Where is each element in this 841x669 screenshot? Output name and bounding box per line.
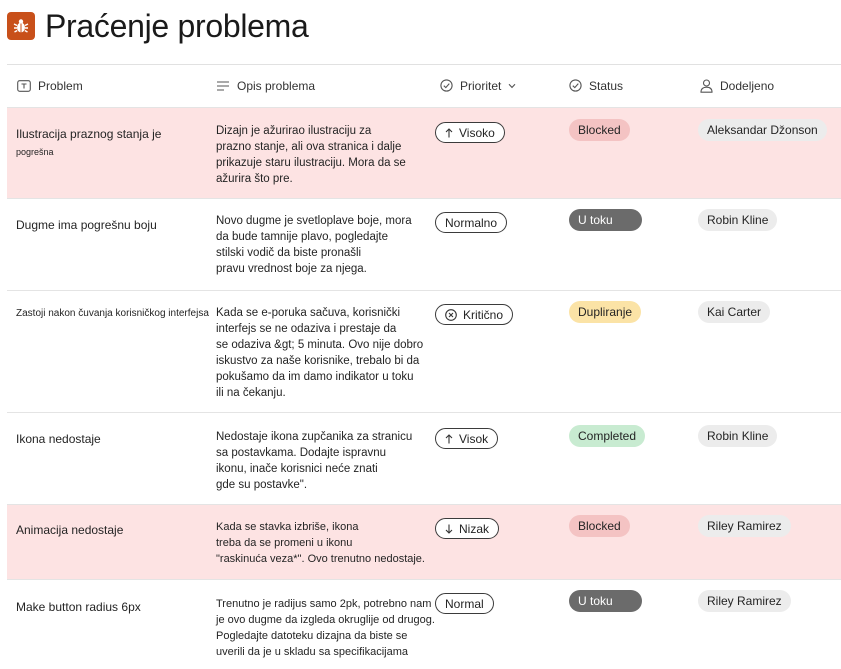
priority-pill[interactable] (435, 122, 505, 143)
problem-title: Animacija nedostaje (16, 523, 124, 537)
table-row[interactable] (7, 198, 841, 291)
description-cell: Dizajn je ažurirao ilustraciju za prazno stanje, ali ova stranica i dalje prikazuje staru ilustraciju. Mora da se ažurira što pre. (216, 125, 406, 185)
column-header-label: Problem (38, 78, 83, 93)
problem-title: Dugme ima pogrešnu boju (16, 218, 157, 232)
priority-label: Normal (445, 596, 484, 611)
assignee-badge[interactable]: Riley Ramirez (698, 515, 791, 537)
priority-pill[interactable] (435, 304, 513, 325)
status-badge[interactable]: Blocked (569, 515, 630, 537)
assignee-badge[interactable]: Aleksandar Džonson (698, 119, 827, 141)
column-header-label: Status (589, 78, 624, 93)
priority-pill[interactable] (435, 518, 499, 539)
check-circle-icon (440, 79, 453, 92)
table-row[interactable] (7, 107, 841, 199)
description-cell: Trenutno je radijus samo 2pk, potrebno nam je ovo dugme da izgleda okruglije od drugog. Pogledajte datoteku dizajna da biste se uverili da je u skladu sa specifikacijama (216, 598, 435, 658)
problem-cell (16, 217, 191, 233)
problem-title: Zastoji nakon čuvanja korisničkog interfejsa (16, 308, 209, 319)
column-header-priority[interactable] (440, 64, 516, 107)
table-row[interactable] (7, 504, 841, 580)
arrow-up-icon (445, 434, 453, 444)
column-header-label: Opis problema (237, 78, 316, 93)
priority-label: Visoko (459, 125, 495, 140)
problem-title: Ilustracija praznog stanja je (16, 127, 162, 141)
bug-icon (7, 12, 35, 40)
problem-title: Ikona nedostaje (16, 432, 101, 446)
assignee-badge[interactable]: Riley Ramirez (698, 590, 791, 612)
multiline-text-icon (216, 80, 230, 92)
problem-cell (16, 431, 191, 447)
arrow-up-icon (445, 128, 453, 138)
status-badge[interactable]: Dupliranje (569, 301, 641, 323)
column-header-description[interactable] (216, 64, 315, 107)
assignee-badge[interactable]: Robin Kline (698, 425, 777, 447)
problem-cell (16, 126, 191, 162)
table-row[interactable] (7, 579, 841, 669)
problem-cell (16, 306, 216, 322)
column-header-label: Dodeljeno (720, 78, 775, 93)
assignee-badge[interactable]: Robin Kline (698, 209, 777, 231)
assignee-badge[interactable]: Kai Carter (698, 301, 770, 323)
column-header-assigned[interactable] (700, 64, 774, 107)
column-header-label: Prioritet (460, 78, 502, 93)
priority-label: Normalno (445, 215, 498, 230)
text-field-icon (17, 80, 31, 92)
page-header (7, 6, 309, 46)
problem-title-continued: pogrešna (16, 147, 54, 157)
status-badge[interactable]: U toku (569, 209, 642, 231)
priority-pill[interactable] (435, 212, 507, 233)
description-cell: Kada se stavka izbriše, ikona treba da se promeni u ikonu "raskinuća veza*". Ovo trenutno nedostaje. (216, 521, 425, 565)
problem-title: Make button radius 6px (16, 600, 141, 614)
chevron-down-icon[interactable] (508, 83, 516, 89)
priority-label: Visok (459, 431, 489, 446)
person-icon (700, 79, 713, 93)
table-header (7, 64, 841, 107)
priority-pill[interactable] (435, 593, 494, 614)
status-badge[interactable]: Completed (569, 425, 645, 447)
description-cell: Kada se e-poruka sačuva, korisnički interfejs se ne odaziva i prestaje da se odaziva &gt; 5 minuta. Ovo nije dobro iskustvo za naše korisnike, trebalo bi da pokušamo da im damo indikator u toku ili na čekanju. (216, 307, 424, 399)
status-badge[interactable]: U toku (569, 590, 642, 612)
priority-label: Nizak (459, 521, 490, 536)
priority-label: Kritično (463, 307, 504, 322)
column-header-status[interactable] (569, 64, 623, 107)
priority-pill[interactable] (435, 428, 498, 449)
arrow-down-icon (445, 524, 453, 534)
description-cell: Novo dugme je svetloplave boje, mora da bude tamnije plavo, pogledajte stilski vodič da biste pronašli pravu vrednost boje za njega. (216, 215, 412, 275)
description-cell: Nedostaje ikona zupčanika za stranicu sa postavkama. Dodajte ispravnu ikonu, inače korisnici neće znati gde su postavke". (216, 431, 413, 491)
status-badge[interactable]: Blocked (569, 119, 630, 141)
problem-cell (16, 522, 191, 538)
problem-cell (16, 599, 191, 615)
check-circle-icon (569, 79, 582, 92)
page-title: Praćenje problema (45, 7, 309, 44)
table-row[interactable] (7, 412, 841, 505)
column-header-problem[interactable] (17, 64, 83, 107)
circle-x-icon (445, 309, 457, 321)
table-row[interactable] (7, 290, 841, 413)
